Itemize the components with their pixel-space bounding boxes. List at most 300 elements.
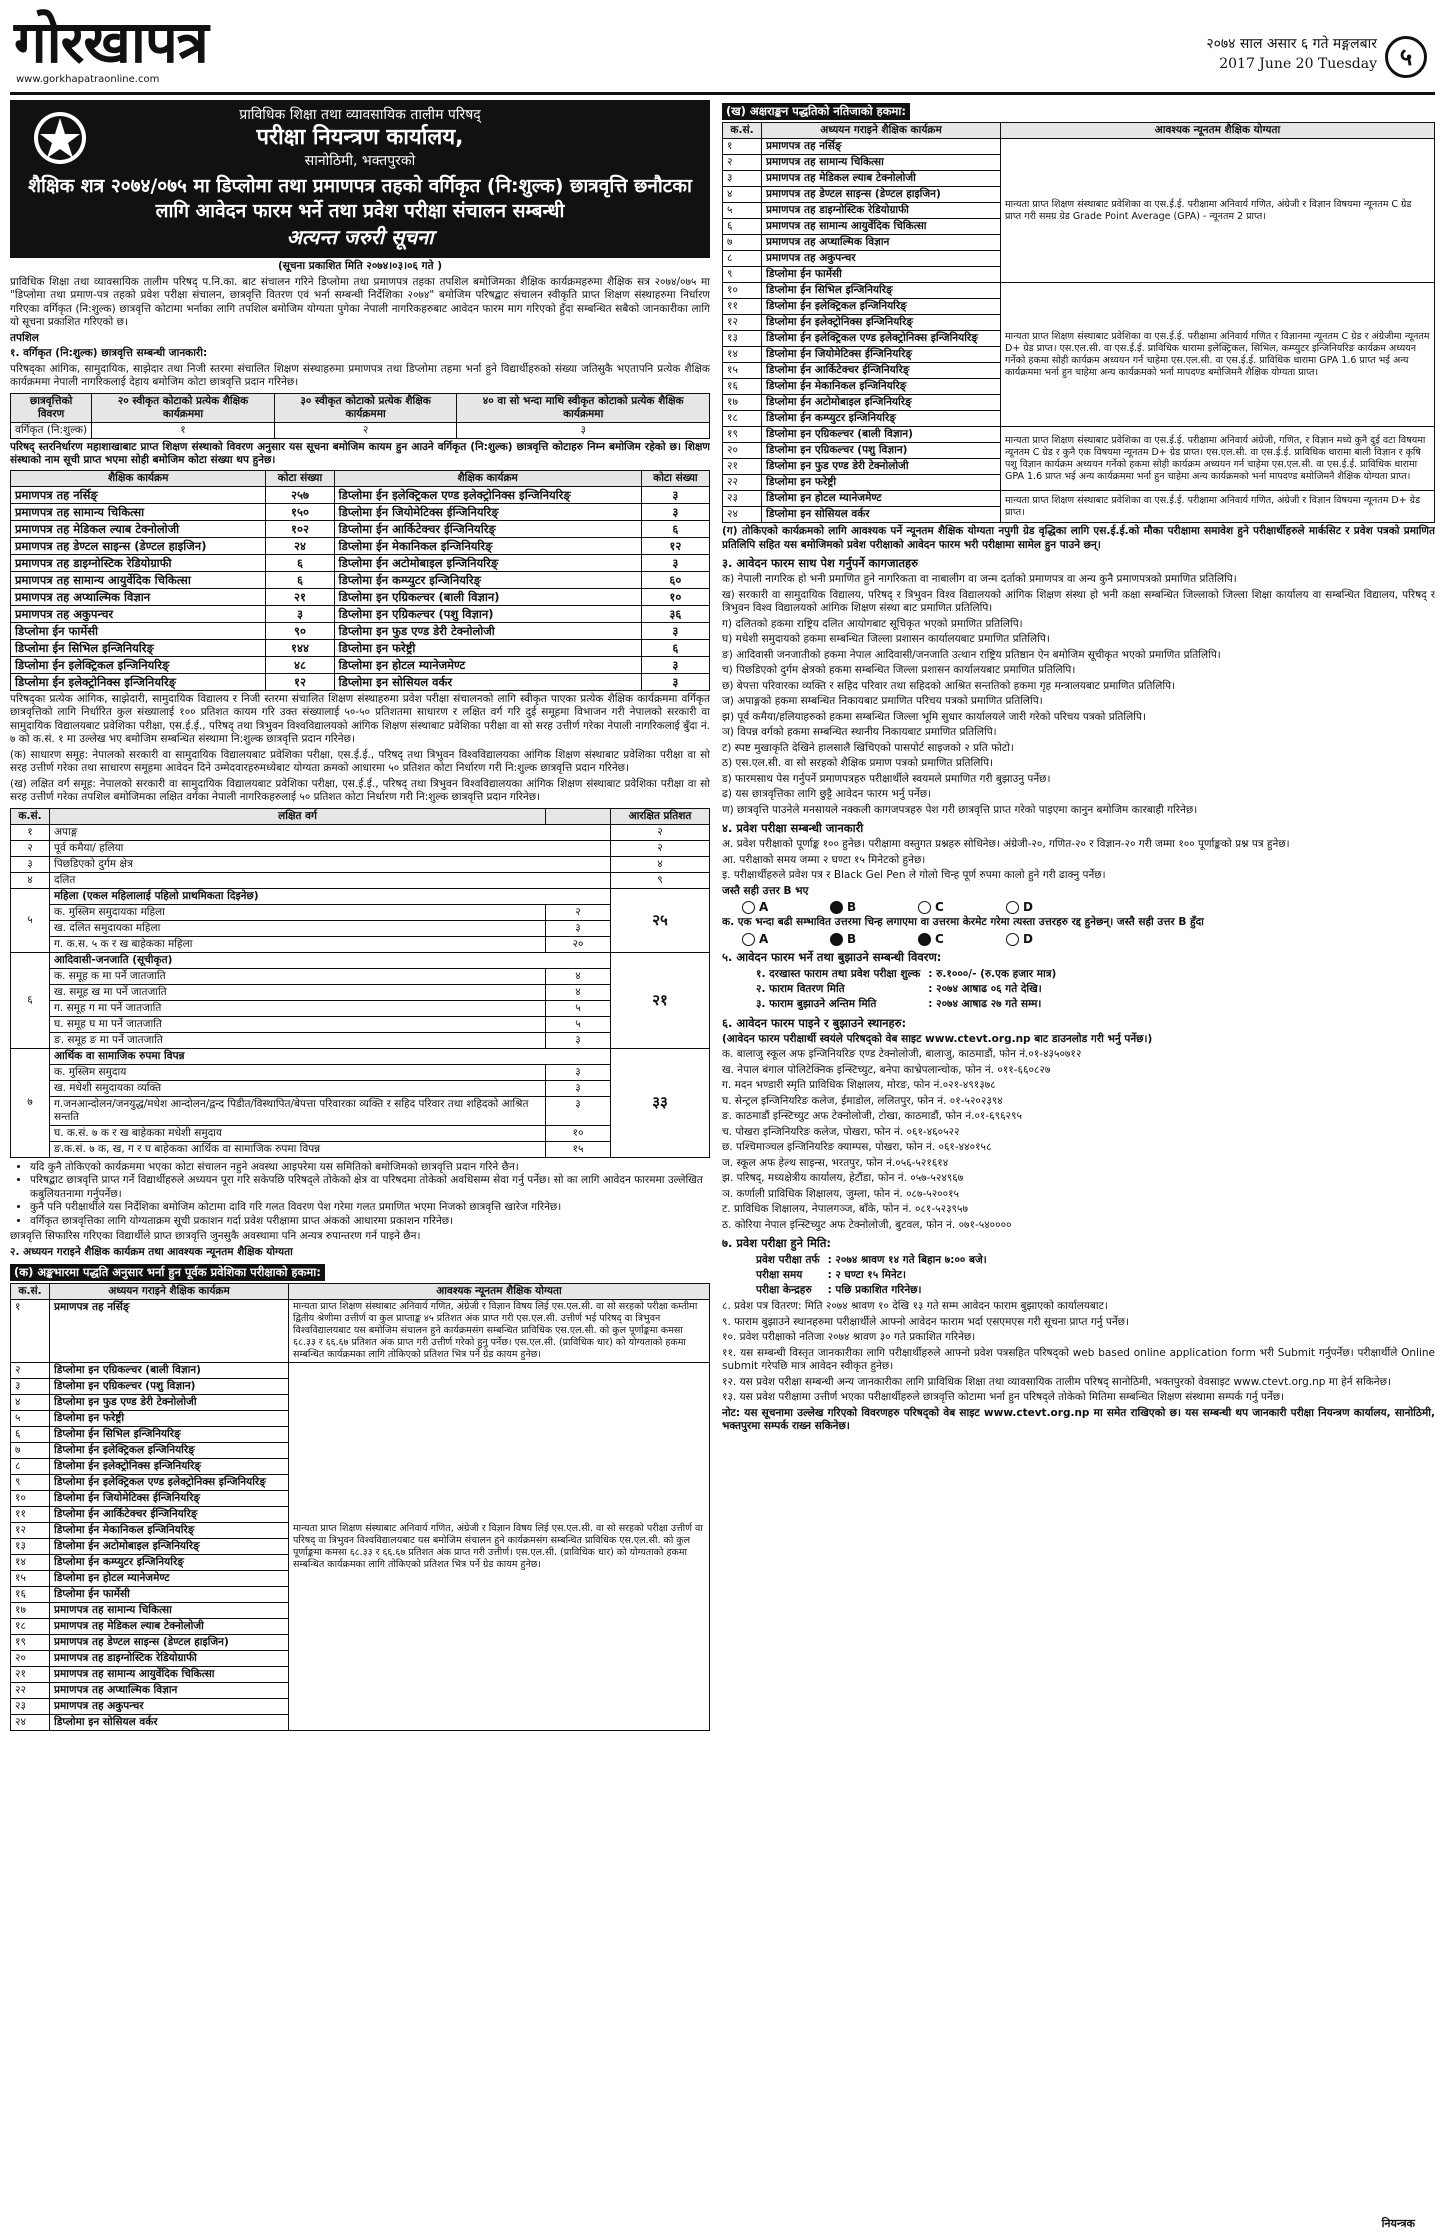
date-nepali: २०७४ साल असार ६ गते मङ्गलबार [1206, 36, 1377, 52]
eligibility-table-right [722, 122, 1435, 523]
list-item: ज. स्कूल अफ हेल्थ साइन्स, भरतपुर, फोन नं.०५६-५२१६१४ [722, 1156, 949, 1169]
reserve-subpercent: ५ [546, 1016, 611, 1032]
reserve-sn: ७ [11, 1048, 50, 1157]
reserve-subgroup: ग. क.स. ५ क र ख बाहेकका महिला [50, 936, 546, 952]
program-name: डिप्लोमा इन फुड एण्ड डेरी टेक्नोलोजी [334, 622, 641, 639]
reserve-group-title: आदिवासी-जनजाति (सूचीकृत) [50, 952, 611, 968]
elig-sn: ७ [723, 235, 762, 251]
list-item: ख) सरकारी वा सामुदायिक विद्यालय, परिषद् र त्रिभुवन विश्व विद्यालयको आंगिक शिक्षण संस्था हो भनी कक्षा सम्बन्धित जिल्लाको जिल्ला शिक्षा कार्यालय वा सम्बन्धित विद्यालय, परिषद् र त्रिभुवन विश्व विद्यालयको आंगिक शिक्षण संस्था बाट प्रमाणित प्रतिलिपि। [722, 588, 1435, 614]
program-quota: १४४ [266, 639, 334, 656]
section-12: १२. यस प्रवेश परीक्षा सम्बन्धी अन्य जानकारीका लागि प्राविधिक शिक्षा तथा व्यावसायिक तालीम परिषद् सानोठिमी, भक्तपुरको वेवसाइट www.ctevt.org.np मा हेर्न सकिनेछ। [722, 1375, 1391, 1388]
table-row [11, 1032, 710, 1048]
section-10: १०. प्रवेश परीक्षाको नतिजा २०७४ श्रावण ३० गते प्रकाशित गरिनेछ। [722, 1331, 976, 1343]
elig-program: प्रमाणपत्र तह डेण्टल साइन्स (डेण्टल हाइजिन) [762, 187, 1001, 203]
elig-program: प्रमाणपत्र तह डाइग्नोस्टिक रेडियोग्राफी [762, 203, 1001, 219]
elig-sn: ११ [723, 299, 762, 315]
program-name: डिप्लोमा ईन फार्मेसी [11, 622, 266, 639]
program-quota: ६ [641, 520, 709, 537]
list-item: घ) मधेशी समुदायको हकमा सम्बन्धित जिल्ला प्रशासन कार्यालयबाट प्रमाणित प्रतिलिपि। [722, 633, 1050, 645]
list-item: झ) पूर्व कमैया/हलियाहरुको हकमा सम्बन्धित जिल्ला भूमि सुधार कार्यालयले जारी गरेको परिचय पत्रको प्रतिलिपि। [722, 710, 1146, 723]
program-name: डिप्लोमा ईन कम्प्युटर इन्जिनियरिङ् [334, 571, 641, 588]
kv-value: : २०७४ आषाढ ०६ गते देखि। [928, 982, 1042, 995]
list-item: ख. नेपाल बंगाल पोलिटेक्निक इन्स्टिच्युट, बनेपा काभ्रेपलान्चोक, फोन नं. ०११-६६०८२७ [722, 1063, 1051, 1076]
elig-program: प्रमाणपत्र तह डेण्टल साइन्स (डेण्टल हाइजिन) [50, 1635, 289, 1651]
bullet-item: • वर्गिकृत छात्रवृत्तिका लागि योग्यताक्रम सूची प्रकाशन गर्दा प्रवेश परीक्षामा प्राप्त अंकको आधारमा प्रकाशन गरिनेछ। [30, 1215, 710, 1229]
elig-program: डिप्लोमा ईन सिभिल इन्जिनियरिङ् [762, 283, 1001, 299]
list-item: ग) दलितको हकमा राष्ट्रिय दलित आयोगबाट सूचिकृत भएको प्रमाणित प्रतिलिपि। [722, 617, 1023, 630]
section-13: १३. यस प्रवेश परीक्षामा उत्तीर्ण भएका परीक्षार्थीहरुले छात्रवृत्ति कोटामा भर्ना हुन परिषद्ले तोकेको मितिमा सम्बन्धित शिक्षण संस्थामा सम्पर्क गर्नु पर्नेछ। [722, 1391, 1285, 1403]
answer-option [1006, 932, 1094, 946]
elig-sn: १० [723, 283, 762, 299]
list-item: झ. परिषद्, मध्यक्षेत्रीय कार्यालय, हेटौंडा, फोन नं. ०५७-५२४९६७ [722, 1172, 964, 1184]
reserve-subgroup: ङ.क.सं. ७ क, ख, ग र घ बाहेकका आर्थिक वा सामाजिक रुपमा विपन्न [50, 1141, 546, 1157]
section-4-heading: ४. प्रवेश परीक्षा सम्बन्धी जानकारी [722, 821, 864, 835]
program-quota: ३ [641, 656, 709, 673]
reserve-subgroup: क. मुस्लिम समुदायका महिला [50, 904, 546, 920]
reserve-subpercent: २ [546, 904, 611, 920]
scholarship-bullets [24, 1161, 710, 1229]
program-header: कोटा संख्या [266, 470, 334, 486]
elig-program: डिप्लोमा ईन सिभिल इन्जिनियरिङ् [50, 1427, 289, 1443]
table-row [752, 982, 1060, 997]
table-row [11, 1125, 710, 1141]
reserve-subgroup: क. समूह क मा पर्ने जातजाति [50, 968, 546, 984]
elig-sn: १९ [723, 427, 762, 443]
table-row [11, 936, 710, 952]
exam-info-list [722, 838, 1435, 883]
reserve-subpercent: १० [546, 1125, 611, 1141]
scholar-paragraph: छात्रवृत्ति सिफारिस गरिएका विद्यार्थीले प्राप्त छात्रवृत्ति जुनसुकै अवस्थामा पनि अन्यत्र रुपान्तरण गर्न पाइने छैन। [10, 1230, 421, 1242]
elig-program: प्रमाणपत्र तह मेडिकल ल्याब टेक्नोलोजी [50, 1619, 289, 1635]
program-quota-table [10, 470, 710, 691]
elig-sn: १३ [11, 1539, 50, 1555]
section-8: ८. प्रवेश पत्र वितरण: मिति २०७४ श्रावण १० देखि १३ गते सम्म आवेदन फाराम बुझाएको कार्यालयबाट। [722, 1300, 1108, 1312]
reserve-header: क.सं. [11, 808, 50, 824]
program-name: प्रमाणपत्र तह सामान्य आयुर्वेदिक चिकित्सा [11, 571, 266, 588]
section-11: ११. यस सम्बन्धी विस्तृत जानकारीका लागि परीक्षार्थीहरुले आफ्नो प्रवेश पत्रसहित परिषद्को web based online application form भरी Submit गर्नुपर्नेछ। परीक्षार्थीले Online submit गरेपछि मात्र आवेदन स्वीकृत हुनेछ। [722, 1346, 1435, 1372]
reserve-group-total: २५ [611, 888, 710, 952]
elig-program: डिप्लोमा इन एग्रिकल्चर (पशु विज्ञान) [762, 443, 1001, 459]
after-program-paragraph: परिषद्का प्रत्येक आंगिक, साझेदारी, सामुदायिक विद्यालय र निजी स्तरमा संचालित शिक्षण संस्थाहरुमा प्रवेश परीक्षा संचालनको लागि स्वीकृत पाएका प्रत्येक शैक्षिक कार्यक्रममा वर्गिकृत छात्रवृत्तिको लागि निर्धारित कुल संख्यालाई १०० प्रतिशत कायम गरि उक्त संख्यालाई ५०-५० प्रतिशतमा साधारण र लक्षित वर्ग गरि दुई समूहमा विभाजन गरी नेपालको सरकारी वा सामुदायिक विद्यालयबाट प्रवेशिका परीक्षा, एस.ई.ई., परिषद् तथा त्रिभुवन विश्वविद्यालयको आंगिक शिक्षण संस्थाबाट प्रवेशिका परीक्षा वा सो सरह उत्तीर्ण गरेका नेपाली नागरिकलाई बुँदा नं. ७ को क.सं. १ मा उल्लेख भए बमोजिम सम्बन्धित संस्थामा नि:शुल्क छात्रवृत्ति प्रदान गरिनेछ। [10, 692, 710, 745]
reserve-subgroup: ख. दलित समुदायका महिला [50, 920, 546, 936]
option-label: B [847, 931, 857, 946]
elig-sn: १२ [723, 315, 762, 331]
elig-sn: १७ [11, 1603, 50, 1619]
answer-option [1006, 900, 1094, 914]
program-quota: १२ [266, 673, 334, 690]
elig-sn: २ [11, 1363, 50, 1379]
table-row [11, 1096, 710, 1125]
program-quota: ६ [641, 639, 709, 656]
answer-bubbles-correct [742, 900, 1435, 914]
quota-cell: ३ [457, 422, 710, 438]
table-row [752, 997, 1060, 1012]
reserve-group: पिछडिएको दुर्गम क्षेत्र [50, 856, 611, 872]
reserve-header: आरक्षित प्रतिशत [611, 808, 710, 824]
section-2-heading: २. अध्ययन गराइने शैक्षिक कार्यक्रम तथा आवश्यक न्यूनतम शैक्षिक योग्यता [10, 1245, 293, 1258]
elig-program: डिप्लोमा ईन कम्प्युटर इन्जिनियरिङ् [762, 411, 1001, 427]
elig-program: डिप्लोमा ईन इलेक्ट्रिकल एण्ड इलेक्ट्रोनिक्स इन्जिनियरिङ् [762, 331, 1001, 347]
reserve-subpercent: ५ [546, 1000, 611, 1016]
reserve-group-total: ३३ [611, 1048, 710, 1157]
program-quota: १५० [266, 503, 334, 520]
program-name: प्रमाणपत्र तह नर्सिङ् [11, 486, 266, 503]
kv-value: : २ घण्टा १५ मिनेट। [827, 1269, 906, 1281]
elig-program: डिप्लोमा ईन कम्प्युटर इन्जिनियरिङ् [50, 1555, 289, 1571]
option-label: A [759, 931, 769, 946]
option-label: B [847, 900, 857, 914]
list-item: ठ) एस.एल.सी. वा सो सरहको शैक्षिक प्रमाण पत्रको प्रमाणित प्रतिलिपि। [722, 757, 994, 769]
elig-requirement: मान्यता प्राप्त शिक्षण संस्थाबाट अनिवार्य गणित, अंग्रेजी र विज्ञान विषय लिई एस.एल.सी. वा सो सरहको परीक्षा उत्तीर्ण वा परिषद् वा त्रिभुवन विश्वविद्यालयबाट यस बमोजिम संचालन हुने कार्यक्रमसंग सम्बन्धित प्राविधिक एस.एल.सी. को कुल पूर्णाङ्कमा कमसा ६८.३३ र ६६.६७ प्रतिशत अंक प्राप्त गरी उत्तीर्ण। एस.एल.सी. (प्राविधिक धार) को योग्यताको हकमा सम्बन्धित कार्यक्रमका लागि तोकिएको प्रतिशत भित्र पर्ने ग्रेड कायम हुनेछ। [289, 1363, 710, 1731]
table-row [11, 920, 710, 936]
table-row [11, 554, 710, 571]
notice-banner [10, 100, 710, 258]
list-item: ठ. कोरिया नेपाल इन्स्टिच्युट अफ टेक्नोलोजी, बुटवल, फोन नं. ०७१-५४०००० [722, 1218, 1012, 1231]
table-row [11, 984, 710, 1000]
reserve-sn: १ [11, 824, 50, 840]
program-quota: १२ [641, 537, 709, 554]
elig-program: प्रमाणपत्र तह सामान्य चिकित्सा [762, 155, 1001, 171]
section-2-subheading: (क) अङ्कभारमा पद्धति अनुसार भर्ना हुन पूर्वक प्रवेशिका परीक्षाको हकमा: [10, 1264, 325, 1281]
table-row [11, 1363, 710, 1379]
table-row [11, 622, 710, 639]
table-row [752, 1283, 991, 1298]
reserve-subgroup: ग. समूह ग मा पर्ने जातजाति [50, 1000, 546, 1016]
reserve-subgroup: घ. समूह घ मा पर्ने जातजाति [50, 1016, 546, 1032]
elig-program: प्रमाणपत्र तह सामान्य चिकित्सा [50, 1603, 289, 1619]
kv-label: परीक्षा केन्द्रहरु [756, 1284, 812, 1296]
list-item: क. बालाजु स्कूल अफ इन्जिनियरिङ एण्ड टेक्नोलोजी, बालाजु, काठमाडौं, फोन नं.०१-४३५०७१२ [722, 1048, 1082, 1060]
reserve-subpercent: ३ [546, 1064, 611, 1080]
elig-program: प्रमाणपत्र तह डाइग्नोस्टिक रेडियोग्राफी [50, 1651, 289, 1667]
table-row [11, 904, 710, 920]
elig-sn: १८ [11, 1619, 50, 1635]
program-name: प्रमाणपत्र तह मेडिकल ल्याब टेक्नोलोजी [11, 520, 266, 537]
program-name: डिप्लोमा ईन इलेक्ट्रोनिक्स इन्जिनियरिङ् [11, 673, 266, 690]
elig-program: डिप्लोमा ईन जियोमेटिक्स ईन्जिनियरिङ् [50, 1491, 289, 1507]
org-office: परीक्षा नियन्त्रण कार्यालय, [256, 125, 464, 150]
elig-program: डिप्लोमा इन एग्रिकल्चर (बाली विज्ञान) [50, 1363, 289, 1379]
program-quota: ३ [641, 503, 709, 520]
reserve-sn: ४ [11, 872, 50, 888]
kv-label: ३. फाराम बुझाउने अन्तिम मिति [756, 997, 877, 1010]
elig-sn: १९ [11, 1635, 50, 1651]
quota-cell: २ [274, 422, 457, 438]
kv-label: परीक्षा समय [756, 1269, 803, 1281]
table-row [11, 1048, 710, 1064]
elig-sn: १७ [723, 395, 762, 411]
list-item: ग. मदन भण्डारी स्मृति प्राविधिक शिक्षालय, मोरङ, फोन नं.०२१-४९१३७८ [722, 1079, 996, 1091]
table-row [11, 605, 710, 622]
elig-program: डिप्लोमा इन सोसियल वर्कर [50, 1715, 289, 1731]
bubble-icon [830, 901, 843, 914]
quota-table [10, 393, 710, 439]
reserve-header: लक्षित वर्ग [50, 808, 546, 824]
table-row [11, 486, 710, 503]
elig-program: डिप्लोमा ईन आर्किटेक्चर ईन्जिनियरिङ् [50, 1507, 289, 1523]
program-quota: ४८ [266, 656, 334, 673]
exam-schedule [752, 1253, 991, 1298]
quota-header: २० स्वीकृत कोटाको प्रत्येक शैक्षिक कार्यक्रममा [92, 393, 275, 422]
elig-sn: २० [723, 443, 762, 459]
list-item: ञ) विपन्न वर्गको हकमा सम्बन्धित स्थानीय निकायबाट प्रमाणित प्रतिलिपि। [722, 726, 997, 738]
elig-sn: १८ [723, 411, 762, 427]
elig-program: प्रमाणपत्र तह अप्थाल्मिक विज्ञान [762, 235, 1001, 251]
bullet-item: • कुनै पनि परीक्षार्थीले यस निर्देशिका बमोजिम कोटामा दावि गरि गलत विवरण पेश गरेमा गलत प्रमाणित भएमा निजको छात्रवृत्ति खारेज गरिनेछ। [30, 1201, 710, 1215]
section-6-heading: ६. आवेदन फारम पाइने र बुझाउने स्थानहरु: [722, 1015, 907, 1030]
elig-program: प्रमाणपत्र तह नर्सिङ् [50, 1300, 289, 1363]
kv-label: प्रवेश परीक्षा तर्फ [756, 1254, 820, 1266]
reserve-sn: ६ [11, 952, 50, 1048]
program-name: डिप्लोमा इन फरेष्ट्री [334, 639, 641, 656]
intro-paragraph: प्राविधिक शिक्षा तथा व्यावसायिक तालीम परिषद् प.नि.का. बाट संचालन गरिने डिप्लोमा तथा प्रमाणपत्र तहका तपशिल बमोजिमका शैक्षिक कार्यक्रमहरुमा शैक्षिक सत्र २०७४/०७५ मा "डिप्लोमा तथा प्रमाण-पत्र तहको प्रवेश परीक्षा संचालन, छात्रवृत्ति वितरण एवं भर्ना सम्बन्धी निर्देशिका २०७४" बमोजिम परिषद्बाट संचालन स्वीकृति प्राप्त शिक्षण संस्थाहरुमा निर्धारण गरिएका वर्गिकृत (नि:शुल्क) छात्रवृत्ति कोटामा भर्नाका लागि तपशिल बमोजिम योग्यता पुगेका नेपाली नागरिकहरुबाट आवेदन फारम माग गरिएको हुँदा सम्बन्धित सबैको जानकारीका लागि यो सूचना प्रकाशित गरिएको छ। [10, 275, 710, 328]
elig-program: डिप्लोमा ईन आर्किटेक्चर ईन्जिनियरिङ् [762, 363, 1001, 379]
kv-value: : २०७४ श्रावण १४ गते बिहान ७:०० बजे। [827, 1254, 987, 1266]
elig-header: आवश्यक न्यूनतम शैक्षिक योग्यता [1001, 123, 1435, 139]
elig-sn: १६ [723, 379, 762, 395]
elig-sn: १४ [11, 1555, 50, 1571]
elig-sn: ४ [11, 1395, 50, 1411]
elig-header: अध्ययन गराइने शैक्षिक कार्यक्रम [762, 123, 1001, 139]
program-name: डिप्लोमा ईन अटोमोबाइल इन्जिनियरिङ् [334, 554, 641, 571]
option-label: C [935, 900, 944, 914]
reserve-subpercent: ४ [546, 984, 611, 1000]
elig-sn: २१ [723, 459, 762, 475]
table-row [11, 673, 710, 690]
elig-program: प्रमाणपत्र तह सामान्य आयुर्वेदिक चिकित्सा [50, 1667, 289, 1683]
reserve-group: दलित [50, 872, 611, 888]
general-group-paragraph: (क) साधारण समूह: नेपालको सरकारी वा सामुदायिक विद्यालयबाट प्रवेशिका परीक्षा, एस.ई.ई., परिषद् तथा त्रिभुवन विश्वविद्यालयका आंगिक शिक्षण संस्थाबाट प्रवेशिका परीक्षा वा सो सरह उत्तीर्ण गरेका तथा साधारण समूहमा आवेदन दिने उम्मेदवारहरुमध्येबाट योग्यता क्रमको आधारमा ५० प्रतिशत कोटा निर्धारण गरी नि:शुल्क छात्रवृत्ति प्रदान गरिनेछ। [10, 748, 710, 774]
table-row [752, 1268, 991, 1283]
elig-program: डिप्लोमा इन एग्रिकल्चर (बाली विज्ञान) [762, 427, 1001, 443]
grade-note: (ग) तोकिएको कार्यक्रमको लागि आवश्यक पर्ने न्यूनतम शैक्षिक योग्यता नपुगी ग्रेड वृद्धिका लागि एस.ई.ई.को मौका परीक्षामा समावेश हुने परीक्षार्थीहरुले मार्कसिट र प्रवेश पत्रको प्रमाणित प्रतिलिपि सहित यस बमोजिमको प्रवेश परीक्षाको आवेदन फारम भरी परीक्षामा सामेल हुन पाउने छन्। [722, 525, 1435, 551]
program-name: डिप्लोमा ईन आर्किटेक्चर ईन्जिनियरिङ् [334, 520, 641, 537]
answer-option [830, 932, 918, 946]
reserve-percent: ४ [611, 856, 710, 872]
bubble-icon [742, 901, 755, 914]
section-1-text: परिषद्का आंगिक, सामुदायिक, साझेदार तथा निजी स्तरमा संचालित शिक्षण संस्थाहरुमा प्रमाणपत्र तथा डिप्लोमा तहमा भर्ना हुने विद्यार्थीहरुको संख्या जतिसुकै भएतापनि प्रत्येक शैक्षिक कार्यक्रममा नेपाली नागरिकलाई देहाय बमोजिम कोटा छात्रवृत्ति प्रदान गरिनेछ। [10, 362, 710, 388]
reserve-subpercent: ३ [546, 920, 611, 936]
table-row [11, 1141, 710, 1157]
elig-sn: ३ [723, 171, 762, 187]
list-item: ढ) यस छात्रवृत्तिका लागि छुट्टै आवेदन फारम भर्नु पर्नेछ। [722, 788, 932, 800]
elig-sn: २३ [723, 491, 762, 507]
elig-header: अध्ययन गराइने शैक्षिक कार्यक्रम [50, 1284, 289, 1300]
website-url[interactable]: www.gorkhapatraonline.com [16, 74, 160, 85]
option-label: C [935, 931, 944, 946]
program-quota: ३ [641, 673, 709, 690]
government-emblem-icon [32, 110, 88, 166]
elig-sn: १० [11, 1491, 50, 1507]
option-label: A [759, 900, 769, 914]
table-row [11, 840, 710, 856]
elig-requirement: मान्यता प्राप्त शिक्षण संस्थाबाट प्रवेशिका वा एस.ई.ई. परीक्षामा अनिवार्य अंग्रेजी, गणित, र विज्ञान मध्ये कुनै दुई वटा विषयमा न्यूनतम C ग्रेड र कुनै एक विषयमा न्यूनतम D+ ग्रेड प्राप्त। एस.एल.सी. वा एस.ई.ई. प्राविधिक धारामा बाली विज्ञान र कृषि पशु विज्ञान कार्यक्रम अध्ययन गर्नेको हकमा सोही कार्यक्रम अध्ययन गर्न चाहेमा एस.एल.सी. वा एस.ई.ई. प्राविधिक धारामा GPA 1.6 प्राप्त भई अन्य कार्यक्रममा भर्ना हुन चाहेमा अन्य कार्यक्रमको भर्ना मापदण्ड बमोजिमनै शैक्षिक योग्यता प्राप्त। [1001, 427, 1435, 491]
elig-program: प्रमाणपत्र तह सामान्य आयुर्वेदिक चिकित्सा [762, 219, 1001, 235]
table-row [11, 968, 710, 984]
table-row [11, 588, 710, 605]
option-label: D [1023, 931, 1033, 946]
program-name: प्रमाणपत्र तह अकुपन्चर [11, 605, 266, 622]
table-row [11, 639, 710, 656]
table-row [11, 1016, 710, 1032]
target-group-paragraph: (ख) लक्षित वर्ग समूह: नेपालको सरकारी वा सामुदायिक विद्यालयबाट प्रवेशिका परीक्षा, एस.ई.ई., परिषद् तथा त्रिभुवन विश्वविद्यालयका आंगिक शिक्षण संस्थाबाट प्रवेशिका परीक्षा वा सो सरह उत्तीर्ण गरेका तपशिल बमोजिमका लक्षित वर्गका नेपाली नागरिकहरुलाई ५० प्रतिशत कोटा निर्धारण गरी नि:शुल्क छात्रवृत्ति प्रदान गरिनेछ। [10, 777, 710, 803]
elig-program: डिप्लोमा इन एग्रिकल्चर (पशु विज्ञान) [50, 1379, 289, 1395]
list-item: आ. परीक्षाको समय जम्मा २ घण्टा १५ मिनेटको हुनेछ। [722, 853, 926, 866]
elig-program: डिप्लोमा ईन फार्मेसी [50, 1587, 289, 1603]
answer-option [918, 900, 1006, 914]
kv-value: : २०७४ आषाढ २७ गते सम्म। [928, 997, 1042, 1010]
answer-bubbles-wrong [742, 932, 1435, 946]
elig-sn: ५ [11, 1411, 50, 1427]
program-quota: ३ [641, 486, 709, 503]
date-english: 2017 June 20 Tuesday [1219, 56, 1377, 72]
elig-program: डिप्लोमा ईन अटोमोबाइल इन्जिनियरिङ् [762, 395, 1001, 411]
elig-sn: २४ [723, 507, 762, 523]
reserve-subgroup: ङ. समूह ङ मा पर्ने जातजाति [50, 1032, 546, 1048]
list-item: ट) स्पष्ट मुखाकृति देखिने हालसालै खिचिएको पासपोर्ट साइजको २ प्रति फोटो। [722, 741, 1014, 754]
tapsil-label: तपशिल [10, 331, 39, 344]
elig-sn: २२ [723, 475, 762, 491]
elig-program: डिप्लोमा इन होटल म्यानेजमेण्ट [50, 1571, 289, 1587]
elig-sn: १ [11, 1300, 50, 1363]
elig-sn: ७ [11, 1443, 50, 1459]
table-row [11, 503, 710, 520]
centers-list [722, 1048, 1435, 1232]
reserve-subpercent: २० [546, 936, 611, 952]
bubble-icon [1006, 933, 1019, 946]
elig-program: डिप्लोमा ईन फार्मेसी [762, 267, 1001, 283]
table-row [11, 888, 710, 904]
elig-header: आवश्यक न्यूनतम शैक्षिक योग्यता [289, 1284, 710, 1300]
list-item: ज) अपाङ्गको हकमा सम्बन्धित निकायबाट प्रमाणित परिचय पत्रको प्रमाणित प्रतिलिपि। [722, 695, 1043, 707]
elig-program: डिप्लोमा ईन इलेक्ट्रोनिक्स इन्जिनियरिङ् [50, 1459, 289, 1475]
reserve-subgroup: घ. क.सं. ७ क र ख बाहेकका मधेशी समुदाय [50, 1125, 546, 1141]
elig-sn: १५ [723, 363, 762, 379]
reserve-subpercent: ३ [546, 1080, 611, 1096]
elig-sn: ५ [723, 203, 762, 219]
reserve-subgroup: ख. मधेशी समुदायका व्यक्ति [50, 1080, 546, 1096]
section-6-text: (आवेदन फारम परीक्षार्थी स्वयंले परिषद्को वेब साइट www.ctevt.org.np बाट डाउनलोड गरी भर्नु पर्नेछ।) [722, 1032, 1153, 1045]
grading-subheading: (ख) अक्षराङ्कन पद्धतिको नतिजाको हकमा: [722, 103, 910, 120]
elig-sn: १५ [11, 1571, 50, 1587]
table-row [11, 856, 710, 872]
elig-sn: ४ [723, 187, 762, 203]
list-item: क) नेपाली नागरिक हो भनी प्रमाणित हुने नागरिकता वा नाबालीग वा जन्म दर्ताको प्रमाणपत्र वा अन्य कुनै प्रमाणपत्रको प्रमाणित प्रतिलिपि। [722, 573, 1237, 585]
bubble-icon [742, 933, 755, 946]
list-item: छ) बेपत्ता परिवारका व्यक्ति र सहिद परिवार तथा सहिदको आश्रित सन्ततिको हकमा गृह मन्त्रालयबाट प्रमाणित प्रतिलिपि। [722, 679, 1176, 692]
kv-label: १. दरखास्त फाराम तथा प्रवेश परीक्षा शुल्क [756, 967, 921, 980]
elig-program: डिप्लोमा ईन मेकानिकल इन्जिनियरिङ् [762, 379, 1001, 395]
table-row [11, 422, 710, 438]
table-row [11, 1000, 710, 1016]
notice-title: शैक्षिक शत्र २०७४/०७५ मा डिप्लोमा तथा प्रमाणपत्र तहको वर्गिकृत (नि:शुल्क) छात्रवृत्ति छनौटका लागि आवेदन फारम भर्ने तथा प्रवेश परीक्षा संचालन सम्बन्धी [28, 175, 692, 222]
elig-program: डिप्लोमा ईन मेकानिकल इन्जिनियरिङ् [50, 1523, 289, 1539]
program-name: प्रमाणपत्र तह सामान्य चिकित्सा [11, 503, 266, 520]
elig-header: क.सं. [723, 123, 762, 139]
reserve-subgroup: क. मुस्लिम समुदाय [50, 1064, 546, 1080]
reservation-table [10, 808, 710, 1158]
elig-program: डिप्लोमा ईन इलेक्ट्रिकल इन्जिनियरिङ् [50, 1443, 289, 1459]
table-row [11, 571, 710, 588]
list-item: अ. प्रवेश परीक्षाको पूर्णाङ्क १०० हुनेछ। परीक्षामा वस्तुगत प्रश्नहरु सोधिनेछ। अंग्रेजी-२०, गणित-२० र विज्ञान-२० गरी जम्मा १०० पूर्णाङ्कको प्रश्न पत्र हुनेछ। [722, 838, 1290, 850]
table-row [11, 520, 710, 537]
table-row [723, 491, 1435, 507]
reserve-percent: २ [611, 840, 710, 856]
table-row [11, 952, 710, 968]
elig-sn: ९ [11, 1475, 50, 1491]
program-quota: ३ [641, 554, 709, 571]
elig-program: डिप्लोमा ईन अटोमोबाइल इन्जिनियरिङ् [50, 1539, 289, 1555]
elig-program: डिप्लोमा इन फरेष्ट्री [762, 475, 1001, 491]
table-row [11, 537, 710, 554]
list-item: ड) फारमसाथ पेस गर्नुपर्ने प्रमाणपत्रहरु परीक्षार्थीले स्वयमले प्रमाणित गरी बुझाउनु पर्नेछ। [722, 772, 1051, 785]
program-quota: २४ [266, 537, 334, 554]
program-quota: २५७ [266, 486, 334, 503]
program-quota: ६ [266, 554, 334, 571]
reserve-percent: ९ [611, 872, 710, 888]
list-item: छ. पश्चिमाञ्चल इन्जिनियरिङ क्याम्पस, पोखरा, फोन नं. ०६१-४४०१५८ [722, 1141, 992, 1153]
footnote: नोट: यस सूचनामा उल्लेख गरिएको विवरणहरु परिषद्को वेब साइट www.ctevt.org.np मा समेत राखिएको छ। यस सम्बन्धी थप जानकारी परीक्षा नियन्त्रण कार्यालय, सानोठिमी, भक्तपुरमा सम्पर्क राख्न सकिनेछ। [722, 1406, 1435, 1432]
reserve-subgroup: ग.जनआन्दोलन/जनयुद्ध/मधेश आन्दोलन/द्वन्द पिडीत/विस्थापित/बेपत्ता परिवारका व्यक्ति र सहिद परिवार तथा शहिदको आश्रित सन्तति [50, 1096, 546, 1125]
bubble-icon [1006, 901, 1019, 914]
elig-program: डिप्लोमा ईन इलेक्ट्रोनिक्स इन्जिनियरिङ् [762, 315, 1001, 331]
reserve-subpercent: १५ [546, 1141, 611, 1157]
elig-program: डिप्लोमा इन फरेष्ट्री [50, 1411, 289, 1427]
elig-sn: ११ [11, 1507, 50, 1523]
answer-option [742, 900, 830, 914]
reserve-subgroup: ख. समूह ख मा पर्ने जातजाति [50, 984, 546, 1000]
masthead-divider [10, 92, 1435, 95]
elig-program: प्रमाणपत्र तह अप्थाल्मिक विज्ञान [50, 1683, 289, 1699]
reserve-group-title: आर्थिक वा सामाजिक रुपमा विपन्न [50, 1048, 611, 1064]
elig-program: प्रमाणपत्र तह अकुपन्चर [50, 1699, 289, 1715]
option-label: D [1023, 900, 1033, 914]
elig-program: डिप्लोमा इन फुड एण्ड डेरी टेक्नोलोजी [762, 459, 1001, 475]
dateline [1206, 34, 1377, 74]
table-row [752, 967, 1060, 982]
section-1-heading: १. वर्गिकृत (नि:शुल्क) छात्रवृत्ति सम्बन्धी जानकारी: [10, 347, 208, 359]
elig-sn: १४ [723, 347, 762, 363]
program-quota: ६ [266, 571, 334, 588]
list-item: च. पोखरा इन्जिनियरिङ कलेज, पोखरा, फोन नं. ०६१-४६०५२२ [722, 1125, 960, 1138]
elig-program: डिप्लोमा ईन जियोमेटिक्स ईन्जिनियरिङ् [762, 347, 1001, 363]
elig-program: प्रमाणपत्र तह नर्सिङ् [762, 139, 1001, 155]
list-item: ण) छात्रवृत्ति पाउनेले मनसायले नक्कली कागजपत्रहरु पेश गरी छात्रवृत्ति प्राप्त गरेको पाइएमा कानुन बमोजिम कारबाही गरिनेछ। [722, 803, 1198, 816]
elig-header: क.सं. [11, 1284, 50, 1300]
program-quota: ९० [266, 622, 334, 639]
quota-cell: १ [92, 422, 275, 438]
program-quota: ६० [641, 571, 709, 588]
elig-program: डिप्लोमा इन होटल म्यानेजमेण्ट [762, 491, 1001, 507]
elig-program: डिप्लोमा इन सोसियल वर्कर [762, 507, 1001, 523]
program-header: शैक्षिक कार्यक्रम [11, 470, 266, 486]
list-item: इ. परीक्षार्थीहरुले प्रवेश पत्र र Black Gel Pen ले गोलो चिन्ह पूर्ण रुपमा कालो हुने गरी ढाक्नु पर्नेछ। [722, 869, 1106, 881]
elig-sn: २० [11, 1651, 50, 1667]
elig-sn: ८ [723, 251, 762, 267]
answer-hint: जस्तै सही उत्तर B भए [722, 884, 809, 897]
bullet-item: • यदि कुनै तोकिएको कार्यक्रममा भएका कोटा संचालन नहुने अवस्था आइपरेमा यस समितिको बमोजिमको छात्रवृत्ति प्रदान गरिने छैन। [30, 1161, 710, 1175]
elig-sn: २३ [11, 1699, 50, 1715]
program-name: डिप्लोमा ईन जियोमेटिक्स ईन्जिनियरिङ् [334, 503, 641, 520]
publish-date: (सूचना प्रकाशित मिति २०७४।०३।०६ गते ) [277, 260, 443, 272]
elig-sn: २४ [11, 1715, 50, 1731]
masthead [0, 0, 1445, 92]
reserve-group: अपाङ्ग [50, 824, 611, 840]
elig-requirement: मान्यता प्राप्त शिक्षण संस्थाबाट प्रवेशिका वा एस.ई.ई. परीक्षामा अनिवार्य गणित, अंग्रेजी र विज्ञान विषयमा न्यूनतम C ग्रेड प्राप्त गरी समग्र ग्रेड Grade Point Average (GPA) - न्यूनतम 2 प्राप्त। [1001, 139, 1435, 283]
program-name: प्रमाणपत्र तह डेण्टल साइन्स (डेण्टल हाइजिन) [11, 537, 266, 554]
reserve-percent: २ [611, 824, 710, 840]
elig-program: डिप्लोमा इन फुड एण्ड डेरी टेक्नोलोजी [50, 1395, 289, 1411]
